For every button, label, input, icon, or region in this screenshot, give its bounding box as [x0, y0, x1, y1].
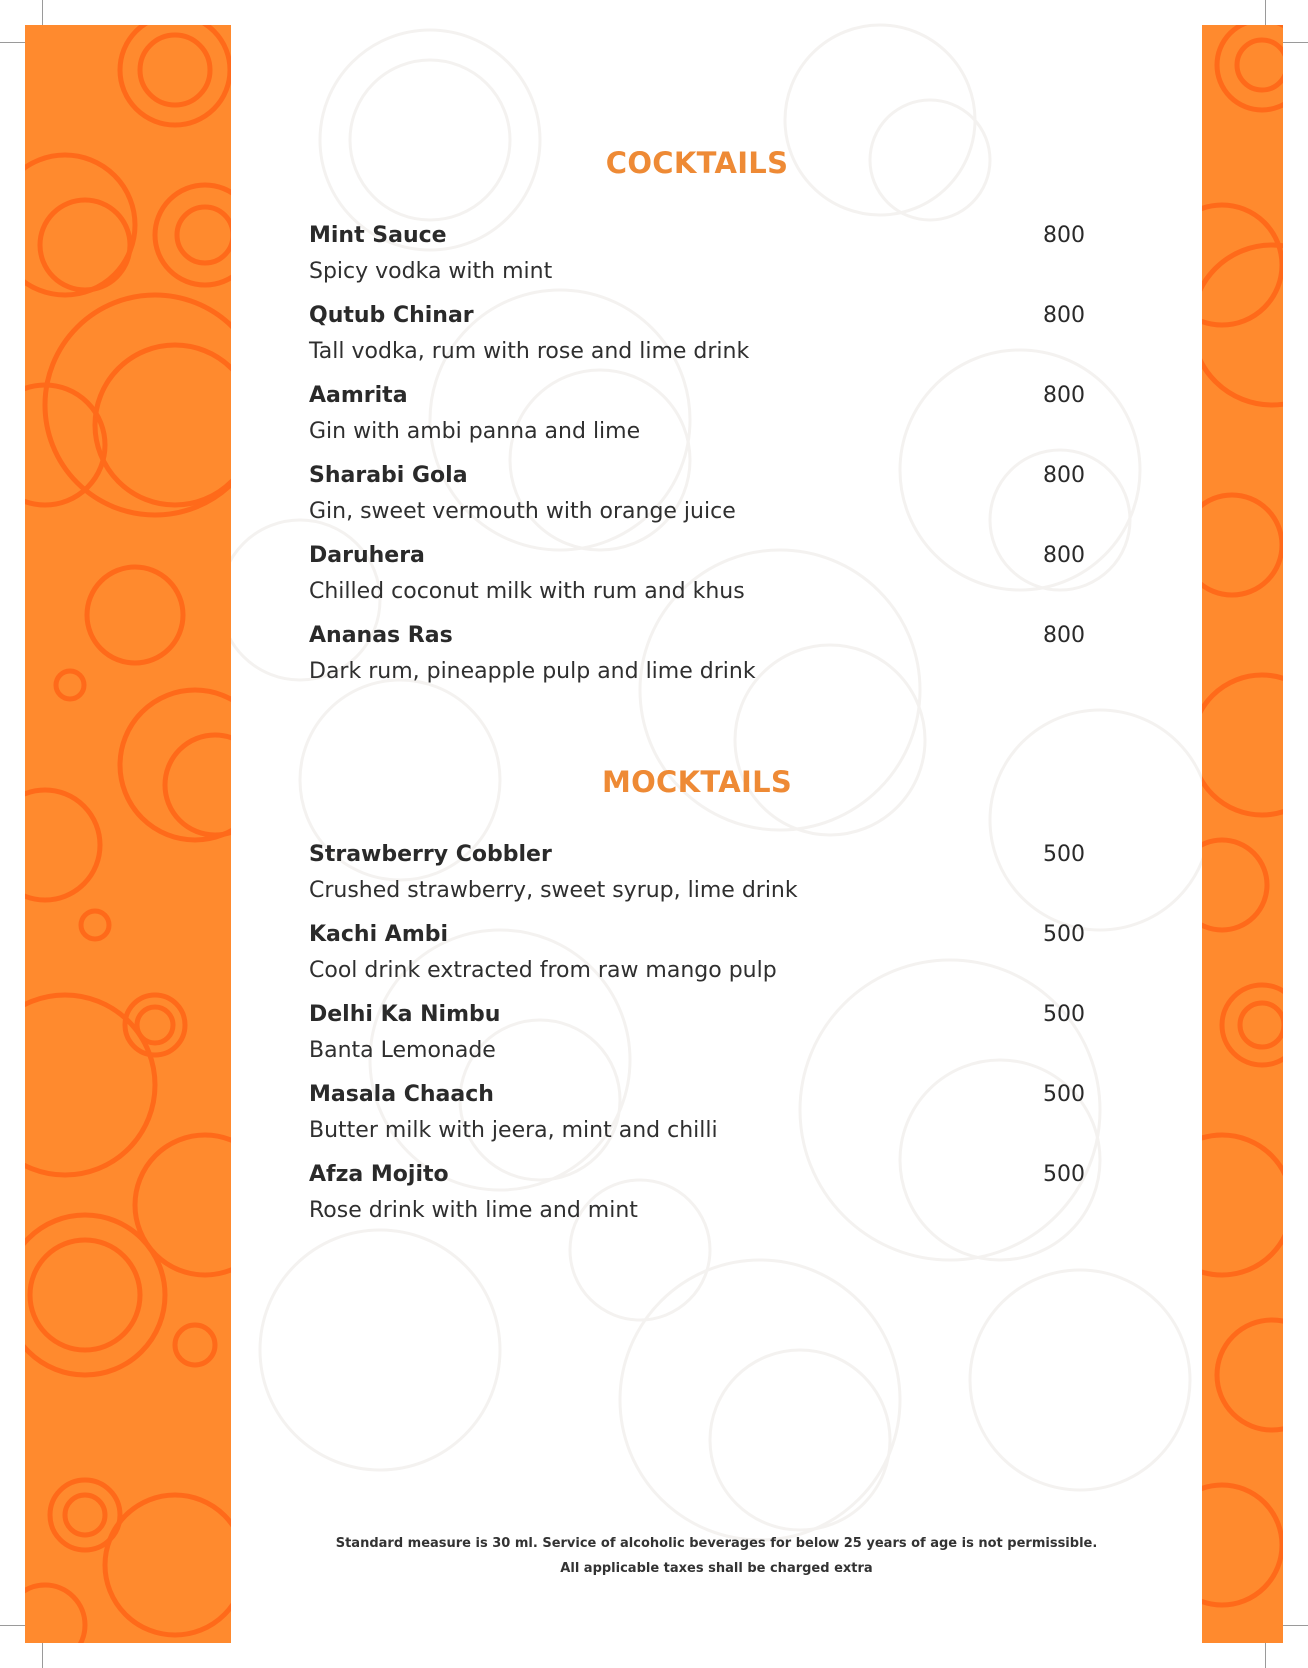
menu-item	[309, 543, 1085, 623]
crop-mark	[1265, 0, 1266, 25]
menu-item	[309, 223, 1085, 303]
item-price: 800	[1043, 543, 1085, 568]
menu-item	[309, 1082, 1085, 1162]
item-price: 800	[1043, 303, 1085, 328]
item-description: Spicy vodka with mint	[309, 259, 553, 284]
item-description: Tall vodka, rum with rose and lime drink	[309, 339, 750, 364]
item-price: 800	[1043, 623, 1085, 648]
menu-item	[309, 842, 1085, 922]
item-name: Ananas Ras	[309, 623, 453, 648]
item-description: Chilled coconut milk with rum and khus	[309, 579, 745, 604]
item-description: Rose drink with lime and mint	[309, 1198, 638, 1223]
menu-item	[309, 1002, 1085, 1082]
section-title-cocktails: COCKTAILS	[605, 146, 789, 180]
menu-item	[309, 463, 1085, 543]
item-price: 500	[1043, 1082, 1085, 1107]
item-description: Banta Lemonade	[309, 1038, 496, 1063]
crop-mark	[1283, 42, 1308, 43]
menu-item	[309, 1162, 1085, 1242]
item-name: Sharabi Gola	[309, 463, 468, 488]
crop-mark	[42, 1643, 43, 1668]
crop-mark	[1283, 1625, 1308, 1626]
item-description: Gin with ambi panna and lime	[309, 419, 641, 444]
item-name: Masala Chaach	[309, 1082, 494, 1107]
item-description: Dark rum, pineapple pulp and lime drink	[309, 659, 756, 684]
section-title-mocktails: MOCKTAILS	[601, 765, 793, 799]
item-price: 800	[1043, 463, 1085, 488]
item-name: Qutub Chinar	[309, 303, 474, 328]
menu-item	[309, 922, 1085, 1002]
crop-mark	[0, 1625, 25, 1626]
crop-mark	[42, 0, 43, 25]
item-description: Crushed strawberry, sweet syrup, lime drink	[309, 878, 798, 903]
crop-mark	[0, 42, 25, 43]
item-price: 800	[1043, 223, 1085, 248]
item-name: Daruhera	[309, 543, 425, 568]
item-price: 500	[1043, 1002, 1085, 1027]
item-name: Aamrita	[309, 383, 408, 408]
item-name: Strawberry Cobbler	[309, 842, 552, 867]
item-price: 500	[1043, 922, 1085, 947]
menu-item	[309, 383, 1085, 463]
right-decorative-band	[1202, 25, 1283, 1643]
menu-content	[309, 0, 1085, 1668]
item-price: 800	[1043, 383, 1085, 408]
item-description: Gin, sweet vermouth with orange juice	[309, 499, 736, 524]
item-price: 500	[1043, 842, 1085, 867]
item-name: Kachi Ambi	[309, 922, 449, 947]
item-name: Mint Sauce	[309, 223, 447, 248]
item-price: 500	[1043, 1162, 1085, 1187]
item-name: Delhi Ka Nimbu	[309, 1002, 501, 1027]
item-description: Cool drink extracted from raw mango pulp	[309, 958, 777, 983]
menu-item	[309, 303, 1085, 383]
footer-tax-note: All applicable taxes shall be charged extra	[560, 1561, 873, 1576]
menu-item	[309, 623, 1085, 703]
footer-disclaimer: Standard measure is 30 ml. Service of alcoholic beverages for below 25 years of age is not permissible.	[335, 1536, 1098, 1551]
item-description: Butter milk with jeera, mint and chilli	[309, 1118, 718, 1143]
left-decorative-band	[25, 25, 231, 1643]
item-name: Afza Mojito	[309, 1162, 449, 1187]
crop-mark	[1265, 1643, 1266, 1668]
